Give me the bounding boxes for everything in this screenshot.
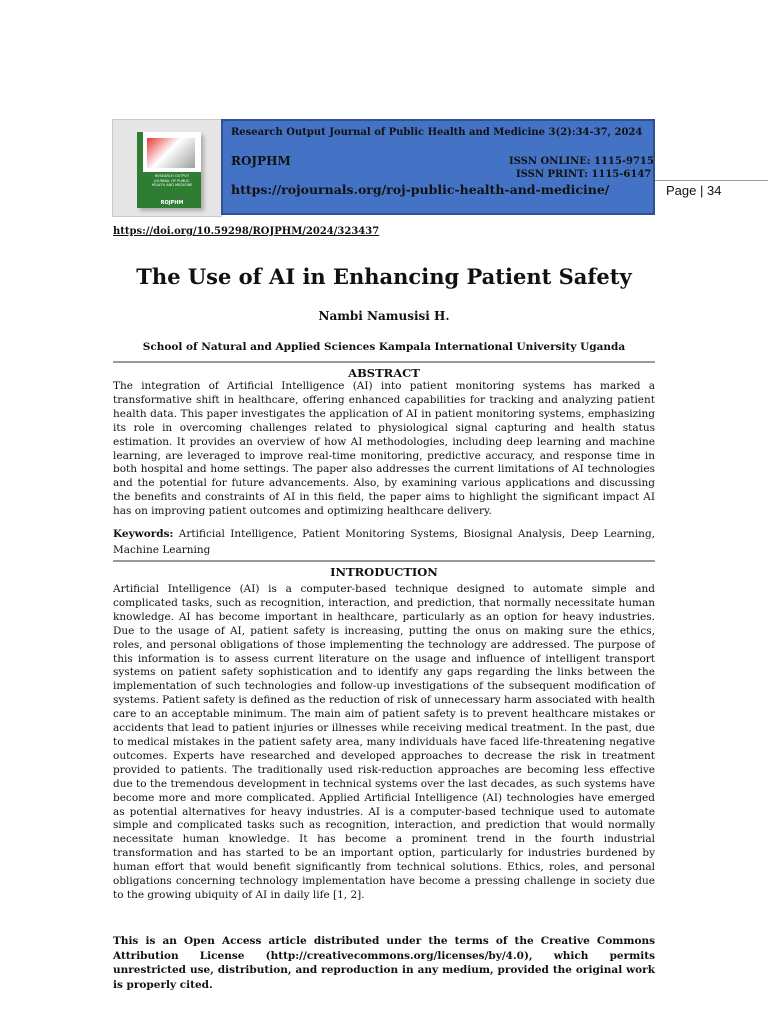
journal-cover-book [137, 132, 201, 208]
license-notice: This is an Open Access article distributed under the terms of the Creative Commons Attribution License (http://creativecommons.org/licenses/by/4.0), which permits unrestricted use, distribution, and reproduction in any medium, provided the original work is properly cited. [113, 935, 655, 991]
abstract-text: The integration of Artificial Intelligence (AI) into patient monitoring systems has marked a transformative shift in healthcare, offering enhanced capabilities for tracking and analyzing patient health data. This paper investigates the application of AI in patient monitoring systems, emphasizing its role in overcoming challenges related to physiological signal capturing and health status estimation. It provides an overview of how AI methodologies, including deep learning and machine learning, are leveraged to improve real-time monitoring, predictive accuracy, and response time in both hospital and home settings. The paper also addresses the current limitations of AI technologies and the potential for future advancements. Also, by examining various applications and discussing the benefits and constraints of AI in this field, the paper aims to highlight the significant impact AI has on improving patient outcomes and optimizing healthcare delivery. [113, 380, 655, 518]
abstract-top-rule [113, 361, 655, 363]
abstract-heading: ABSTRACT [348, 366, 420, 380]
doi-link[interactable]: https://doi.org/10.59298/ROJPHM/2024/323437 [113, 226, 380, 237]
page-number-rule [655, 180, 768, 181]
author-name: Nambi Namusisi H. [318, 309, 450, 323]
issn-print: ISSN PRINT: 1115-6147 [516, 169, 652, 180]
introduction-top-rule [113, 560, 655, 562]
introduction-heading: INTRODUCTION [330, 565, 438, 579]
cover-journal-name: RESEARCH OUTPUT JOURNAL OF PUBLIC HEALTH AND MEDICINE [143, 172, 201, 198]
cover-journal-abbr: ROJPHM [143, 198, 201, 208]
introduction-text: Artificial Intelligence (AI) is a computer-based technique designed to automate simple and complicated tasks, such as recognition, interaction, and prediction, that normally necessitate human knowledge. AI has become important in healthcare, particularly as an option for heavy industries. Due to the usage of AI, patient safety is increasing, putting the onus on making sure the ethics, roles, and personal obligations of those implementing the technology are addressed. The purpose of this information is to assess current literature on the usage and influence of intelligent transport systems on patient safety sophistication and to identify any gaps regarding the links between the implementation of such technologies and follow-up investigations of the subsequent modification of systems. Patient safety is defined as the reduction of risk of unnecessary harm associated with health care to an acceptable minimum. The main aim of patient safety is to prevent healthcare mistakes or accidents that lead to patient injuries or illnesses while receiving medical treatment. In the past, due to medical mistakes in the patient safety area, many individuals have faced life-threatening negative outcomes. Experts have researched and developed approaches to decrease the risk in treatment provided to patients. The traditionally used risk-reduction approaches are becoming less effective due to the tremendous development in technical systems over the last decades, as such systems have become more and more complicated. Applied Artificial Intelligence (AI) technologies have emerged as potential alternatives for heavy industries. AI is a computer-based technique used to automate simple and complicated tasks such as recognition, interaction, and prediction that would normally necessitate human knowledge. It has become a prominent trend in the fourth industrial transformation and has started to be an important option, particularly for industries burdened by human effort that would benefit significantly from technical solutions. Ethics, roles, and personal obligations concerning technology implementation have become a pressing challenge in society due to the growing ubiquity of AI in daily life [1, 2]. [113, 583, 655, 901]
journal-abbr: ROJPHM [231, 154, 291, 168]
keywords-paragraph [113, 526, 655, 558]
paper-title: The Use of AI in Enhancing Patient Safety [136, 264, 632, 289]
author-affiliation: School of Natural and Applied Sciences Kampala International University Uganda [142, 341, 626, 353]
keywords-label: Keywords: [113, 528, 174, 540]
journal-header-box [221, 119, 655, 215]
cover-artwork [147, 138, 195, 168]
issn-online: ISSN ONLINE: 1115-9715 [509, 156, 654, 167]
journal-citation: Research Output Journal of Public Health and Medicine 3(2):34-37, 2024 [231, 127, 643, 138]
journal-url-link[interactable]: https://rojournals.org/roj-public-health-and-medicine/ [231, 182, 610, 197]
keywords-list: Artificial Intelligence, Patient Monitoring Systems, Biosignal Analysis, Deep Learning, Machine Learning [113, 528, 655, 556]
journal-cover-image [112, 119, 222, 217]
page-number: Page | 34 [666, 183, 722, 198]
